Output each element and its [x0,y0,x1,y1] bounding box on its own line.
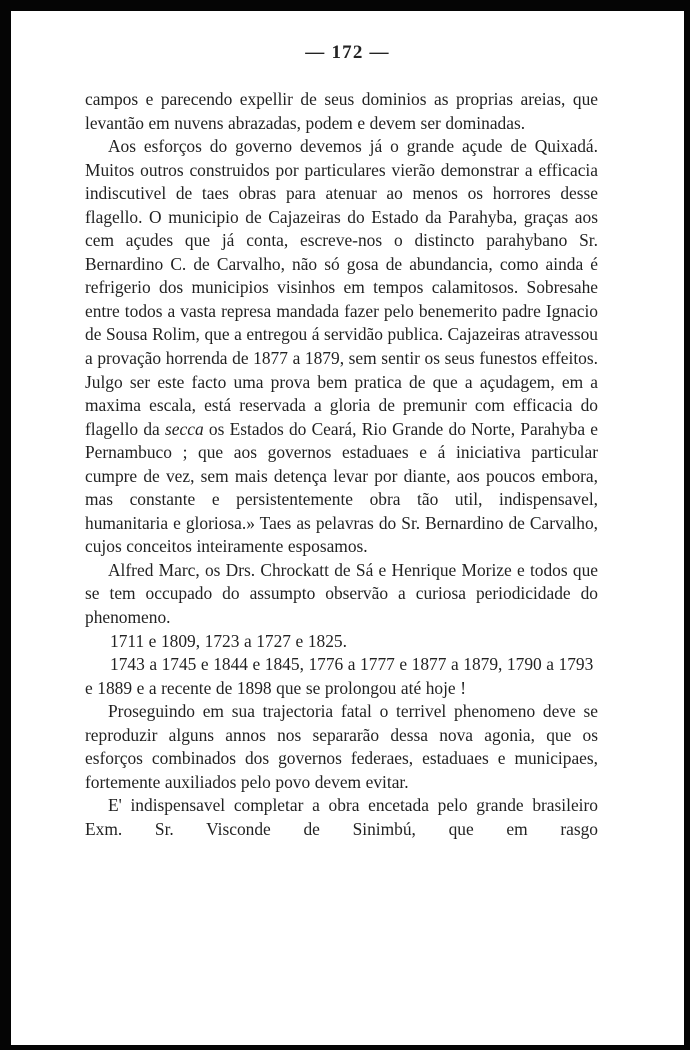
paragraph-4 [85,700,598,794]
paragraph-2-italic-term: secca [165,418,204,439]
date-list-line-1 [85,630,598,654]
page-folio: — 172 — [305,42,390,63]
paragraph-2-text-after-italic: os Estados do Ceará, Rio Grande do Norte, Parahyba e Pernambuco ; que aos governos estaduaes e á iniciativa particular cumpre de vez, sem mais detença levar por diante, aos poucos embora, mas constante e persistentemente obra tão util, indispensavel, humanitaria e gloriosa.» Taes as pelavras do Sr. Bernardino de Carvalho, cujos conceitos inteiramente esposamos. [85,418,599,557]
date-list-line-1-text: 1711 e 1809, 1723 a 1727 e 1825. [110,630,347,651]
page-text-body [85,88,598,842]
paragraph-4-text: Proseguindo em sua trajectoria fatal o terrivel phenomeno deve se reproduzir alguns annos nos separarão dessa nova agonia, que os esforços combinados dos governos federaes, estaduaes e municipaes, fortemente auxiliados pelo povo devem evitar. [85,701,598,792]
page-sheet [11,11,684,1045]
paragraph-2 [85,135,598,559]
paragraph-1-text: campos e parecendo expellir de seus dominios as proprias areias, que levantão em nuvens abrazadas, podem e devem ser dominadas. [85,89,598,133]
paragraph-1 [85,88,598,135]
date-list-line-2 [85,653,598,700]
paragraph-5-text: E' indispensavel completar a obra encetada pelo grande brasileiro Exm. Sr. Visconde de Sinimbú, que em rasgo [85,795,598,839]
paragraph-2-text-before-italic: Aos esforços do governo devemos já o grande açude de Quixadá. Muitos outros construidos por particulares vierão demonstrar a efficacia indiscutivel de taes obras para atenuar ao menos os horrores desse flagello. O municipio de Cajazeiras do Estado da Parahyba, graças aos cem açudes que já conta, escreve-nos o distincto parahybano Sr. Bernardino C. de Carvalho, não só gosa de abundancia, como ainda é refrigerio dos municipios visinhos em tempos calamitosos. Sobresahe entre todos a vasta represa mandada fazer pelo benemerito padre Ignacio de Sousa Rolim, que a entregou á servidão publica. Cajazeiras atravessou a provação horrenda de 1877 a 1879, sem sentir os seus funestos effeitos. Julgo ser este facto uma prova bem pratica de que a açudagem, em a maxima escala, está reservada a gloria de premunir com efficacia do flagello da [85,136,598,439]
paragraph-3 [85,559,598,630]
date-list-line-2-text: 1743 a 1745 e 1844 e 1845, 1776 a 1777 e 1877 a 1879, 1790 a 1793 e 1889 e a recente de 1898 que se prolongou até hoje ! [85,654,594,698]
paragraph-5 [85,794,598,841]
paragraph-3-text: Alfred Marc, os Drs. Chrockatt de Sá e Henrique Morize e todos que se tem occupado do assumpto observão a curiosa periodicidade do phenomeno. [85,559,598,628]
